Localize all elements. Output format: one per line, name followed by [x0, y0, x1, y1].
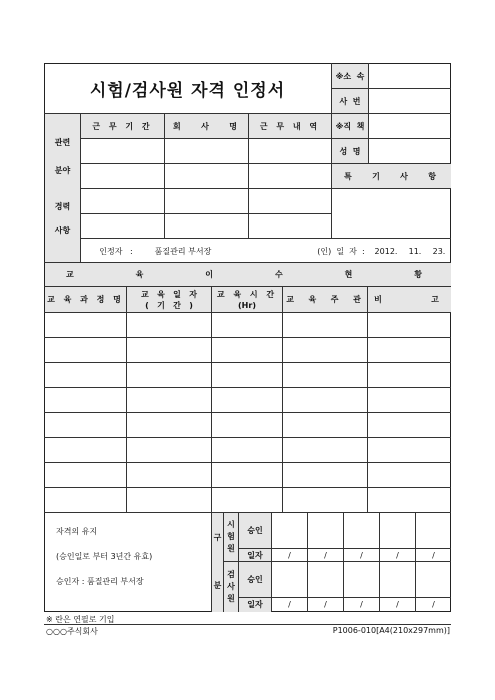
approval-sign-cell[interactable]: [380, 562, 415, 597]
career-row[interactable]: [81, 139, 331, 163]
col-remark-header-2: 고: [431, 295, 439, 304]
col-company-header: 회 사 명: [173, 121, 240, 131]
date-slash[interactable]: /: [432, 600, 435, 609]
col-remark-header-1: 비: [374, 295, 382, 304]
approval-sign-cell[interactable]: [380, 513, 415, 548]
date-label-check: 일자: [247, 600, 263, 609]
education-row[interactable]: [45, 363, 451, 387]
col-hours-header: 교 육 시 간: [216, 289, 278, 299]
division-label-1: 구: [213, 532, 222, 542]
approval-sign-cell[interactable]: [272, 562, 307, 597]
certifier-value: 품질관리 부서장: [154, 246, 212, 256]
approval-label-check: 승인: [247, 575, 263, 584]
position-value[interactable]: [369, 114, 451, 138]
date-slash[interactable]: /: [288, 600, 291, 609]
affiliation-value[interactable]: [369, 64, 451, 88]
approval-sign-cell[interactable]: [272, 513, 307, 548]
approval-sign-cell[interactable]: [344, 513, 379, 548]
validity-text: (승인일로 부터 3년간 유효): [56, 552, 153, 561]
side-label-related: 관련: [54, 137, 71, 147]
approval-label-test: 승인: [247, 526, 263, 535]
approval-sign-cell[interactable]: [344, 562, 379, 597]
col-work-header: 근 무 내 역: [259, 121, 321, 131]
date-label-test: 일자: [247, 550, 263, 560]
date-slash[interactable]: /: [396, 600, 399, 609]
date-slash[interactable]: /: [396, 550, 399, 560]
career-row[interactable]: [81, 164, 331, 188]
name-label: 성 명: [332, 139, 368, 163]
approval-sign-cell[interactable]: [416, 562, 451, 597]
certifier-date-label: (인) 일 자 :: [317, 246, 365, 256]
education-row[interactable]: [45, 488, 451, 512]
form-title: 시험/검사원 자격 인정서: [89, 80, 286, 101]
name-value[interactable]: [369, 139, 451, 163]
special-notes-area[interactable]: [332, 189, 451, 238]
side-label-items: 사항: [54, 225, 71, 235]
approval-sign-cell[interactable]: [308, 513, 343, 548]
footer-form-number: P1006-010[A4(210x297mm)]: [332, 626, 450, 635]
education-row[interactable]: [45, 338, 451, 362]
career-row[interactable]: [81, 189, 331, 213]
footer-note: ※ 란은 연필로 기입: [46, 615, 115, 624]
certifier-year: 2012.: [374, 246, 398, 256]
position-label: ※직 책: [332, 114, 368, 138]
career-row[interactable]: [81, 214, 331, 238]
date-slash[interactable]: /: [288, 550, 291, 560]
approval-sign-cell[interactable]: [416, 513, 451, 548]
date-slash[interactable]: /: [360, 550, 363, 560]
affiliation-label: ※소 속: [332, 64, 368, 88]
education-row[interactable]: [45, 463, 451, 487]
col-hours-unit: (Hr): [238, 300, 256, 310]
education-row[interactable]: [45, 413, 451, 437]
certifier-month: 11.: [408, 246, 422, 256]
employee-no-label: 사 번: [332, 89, 368, 113]
approval-sign-cell[interactable]: [308, 562, 343, 597]
approver-text: 승인자 : 품질관리 부서장: [56, 577, 144, 586]
col-course-header: 교 육 과 정 명: [47, 295, 124, 304]
inspector-label-check: 검 사 원: [227, 569, 235, 603]
employee-no-value[interactable]: [369, 89, 451, 113]
maintain-label: 자격의 유지: [56, 527, 98, 536]
education-row[interactable]: [45, 438, 451, 462]
date-slash[interactable]: /: [324, 600, 327, 609]
date-slash[interactable]: /: [360, 600, 363, 609]
col-period-header: 근 무 기 간: [92, 121, 153, 131]
side-label-field: 분야: [54, 165, 71, 175]
col-org-header: 교 육 주 관: [286, 295, 364, 304]
side-label-career: 경력: [54, 201, 71, 211]
col-date-header: 교 육 일 자: [141, 289, 197, 299]
division-label-2: 분: [213, 580, 222, 590]
inspector-label-test: 시 험 원: [227, 520, 235, 553]
education-row[interactable]: [45, 388, 451, 412]
education-row[interactable]: [45, 313, 451, 337]
date-slash[interactable]: /: [324, 550, 327, 560]
date-slash[interactable]: /: [432, 550, 435, 560]
col-period-sub-header: ( 기 간 ): [145, 300, 193, 310]
certifier-day: 23.: [432, 246, 446, 256]
certifier-label: 인정자 :: [99, 246, 133, 256]
footer-company: ○○○주식회사: [46, 627, 98, 636]
special-notes-header: 특 기 사 항: [332, 164, 451, 188]
education-title: 교 육 이 수 현 황: [45, 263, 451, 286]
